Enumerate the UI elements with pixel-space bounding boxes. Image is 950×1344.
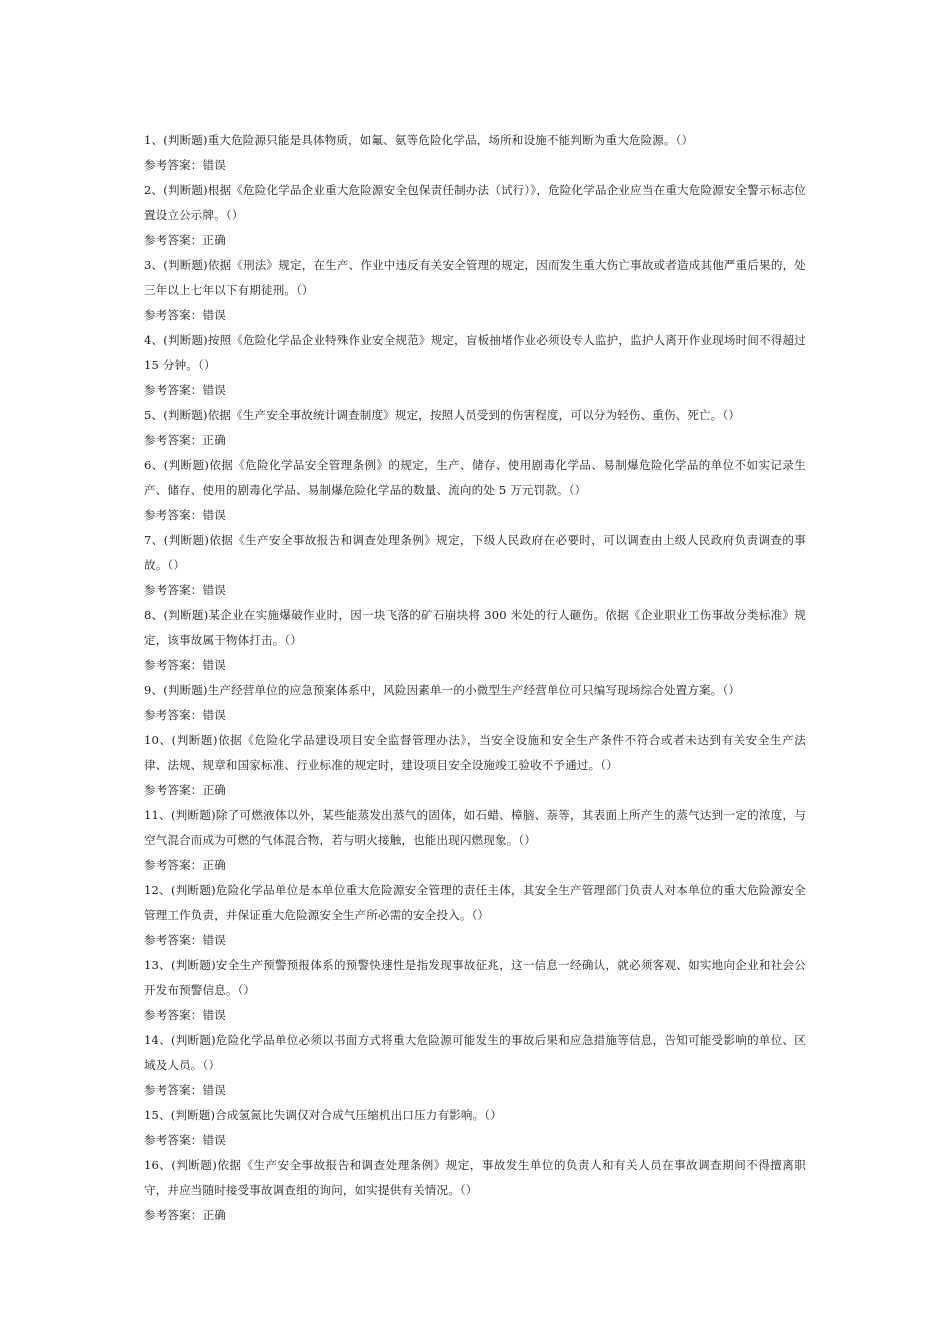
- answer-line: [144, 1128, 806, 1153]
- answer-value: 正确: [202, 858, 226, 872]
- answer-line: [144, 578, 806, 603]
- answer-line: [144, 153, 806, 178]
- question-entry: [144, 528, 806, 603]
- question-entry: [144, 128, 806, 178]
- question-text: 3、(判断题)依据《刑法》规定，在生产、作业中违反有关安全管理的规定，因而发生重大伤亡事故或者造成其他严重后果的，处三年以上七年以下有期徒刑。（）: [144, 258, 806, 297]
- answer-line: [144, 1003, 806, 1028]
- answer-line: [144, 703, 806, 728]
- question-text: 11、(判断题)除了可燃液体以外，某些能蒸发出蒸气的固体，如石蜡、樟脑、萘等，其表面上所产生的蒸气达到一定的浓度，与空气混合而成为可燃的气体混合物，若与明火接触，也能出现闪燃现象。（）: [144, 808, 806, 847]
- answer-line: [144, 653, 806, 678]
- answer-line: [144, 303, 806, 328]
- answer-value: 错误: [202, 658, 226, 672]
- question-entry: [144, 403, 806, 453]
- question-text: 15、(判断题)合成氢氮比失调仅对合成气压缩机出口压力有影响。（）: [144, 1108, 502, 1122]
- answer-label: 参考答案：: [144, 783, 203, 797]
- answer-value: 错误: [202, 508, 226, 522]
- question-entry: [144, 953, 806, 1028]
- answer-line: [144, 1078, 806, 1103]
- question-text: 2、(判断题)根据《危险化学品企业重大危险源安全包保责任制办法（试行）》，危险化学品企业应当在重大危险源安全警示标志位置设立公示牌。（）: [144, 183, 806, 222]
- question-entry: [144, 603, 806, 678]
- answer-value: 错误: [202, 933, 226, 947]
- answer-value: 错误: [202, 708, 226, 722]
- question-text: 13、(判断题)安全生产预警预报体系的预警快速性是指发现事故征兆，这一信息一经确认，就必须客观、如实地向企业和社会公开发布预警信息。（）: [144, 958, 806, 997]
- answer-line: [144, 928, 806, 953]
- answer-label: 参考答案：: [144, 708, 203, 722]
- answer-label: 参考答案：: [144, 858, 203, 872]
- answer-value: 正确: [202, 233, 226, 247]
- question-list: [144, 128, 806, 1228]
- question-text: 10、(判断题)依据《危险化学品建设项目安全监督管理办法》，当安全设施和安全生产条件不符合或者未达到有关安全生产法律、法规、规章和国家标准、行业标准的规定时，建设项目安全设施竣工验收不予通过。（）: [144, 733, 806, 772]
- answer-value: 正确: [202, 1208, 226, 1222]
- question-text: 4、(判断题)按照《危险化学品企业特殊作业安全规范》规定，盲板抽堵作业必须设专人监护，监护人离开作业现场时间不得超过 15 分钟。（）: [144, 333, 806, 372]
- question-text: 8、(判断题)某企业在实施爆破作业时，因一块飞落的矿石崩块将 300 米处的行人砸伤。依据《企业职业工伤事故分类标准》规定，该事故属于物体打击。（）: [144, 608, 806, 647]
- answer-line: [144, 853, 806, 878]
- question-entry: [144, 678, 806, 728]
- question-entry: [144, 803, 806, 878]
- question-entry: [144, 453, 806, 528]
- question-entry: [144, 1103, 806, 1153]
- answer-line: [144, 378, 806, 403]
- answer-label: 参考答案：: [144, 508, 203, 522]
- answer-line: [144, 503, 806, 528]
- answer-label: 参考答案：: [144, 933, 203, 947]
- answer-value: 错误: [202, 1083, 226, 1097]
- question-entry: [144, 178, 806, 253]
- question-text: 16、(判断题)依据《生产安全事故报告和调查处理条例》规定，事故发生单位的负责人和有关人员在事故调查期间不得擅离职守，并应当随时接受事故调查组的询问，如实提供有关情况。（）: [144, 1158, 806, 1197]
- question-entry: [144, 253, 806, 328]
- question-text: 9、(判断题)生产经营单位的应急预案体系中，风险因素单一的小微型生产经营单位可只编写现场综合处置方案。（）: [144, 683, 741, 697]
- answer-line: [144, 428, 806, 453]
- answer-value: 错误: [202, 1008, 226, 1022]
- question-text: 7、(判断题)依据《生产安全事故报告和调查处理条例》规定，下级人民政府在必要时，可以调查由上级人民政府负责调查的事故。（）: [144, 533, 806, 572]
- question-text: 6、(判断题)依据《危险化学品安全管理条例》的规定，生产、储存、使用剧毒化学品、易制爆危险化学品的单位不如实记录生产、储存、使用的剧毒化学品、易制爆危险化学品的数量、流向的处 5 万元罚款。（）: [144, 458, 806, 497]
- answer-label: 参考答案：: [144, 433, 203, 447]
- question-entry: [144, 328, 806, 403]
- answer-label: 参考答案：: [144, 308, 203, 322]
- question-text: 1、(判断题)重大危险源只能是具体物质，如氟、氨等危险化学品，场所和设施不能判断为重大危险源。（）: [144, 133, 694, 147]
- answer-value: 错误: [202, 1133, 226, 1147]
- question-text: 5、(判断题)依据《生产安全事故统计调查制度》规定，按照人员受到的伤害程度，可以分为轻伤、重伤、死亡。（）: [144, 408, 741, 422]
- question-entry: [144, 728, 806, 803]
- answer-value: 正确: [202, 433, 226, 447]
- question-entry: [144, 1028, 806, 1103]
- answer-line: [144, 228, 806, 253]
- answer-value: 错误: [202, 383, 226, 397]
- question-text: 12、(判断题)危险化学品单位是本单位重大危险源安全管理的责任主体，其安全生产管理部门负责人对本单位的重大危险源安全管理工作负责，并保证重大危险源安全生产所必需的安全投入。（）: [144, 883, 806, 922]
- answer-label: 参考答案：: [144, 1083, 203, 1097]
- answer-value: 错误: [202, 583, 226, 597]
- answer-label: 参考答案：: [144, 1133, 203, 1147]
- question-text: 14、(判断题)危险化学品单位必须以书面方式将重大危险源可能发生的事故后果和应急措施等信息，告知可能受影响的单位、区域及人员。（）: [144, 1033, 806, 1072]
- question-entry: [144, 1153, 806, 1228]
- answer-label: 参考答案：: [144, 158, 203, 172]
- answer-label: 参考答案：: [144, 383, 203, 397]
- answer-label: 参考答案：: [144, 583, 203, 597]
- answer-line: [144, 778, 806, 803]
- answer-label: 参考答案：: [144, 233, 203, 247]
- question-entry: [144, 878, 806, 953]
- answer-value: 正确: [202, 783, 226, 797]
- answer-value: 错误: [202, 308, 226, 322]
- answer-label: 参考答案：: [144, 1008, 203, 1022]
- answer-label: 参考答案：: [144, 658, 203, 672]
- answer-label: 参考答案：: [144, 1208, 203, 1222]
- answer-line: [144, 1203, 806, 1228]
- answer-value: 错误: [202, 158, 226, 172]
